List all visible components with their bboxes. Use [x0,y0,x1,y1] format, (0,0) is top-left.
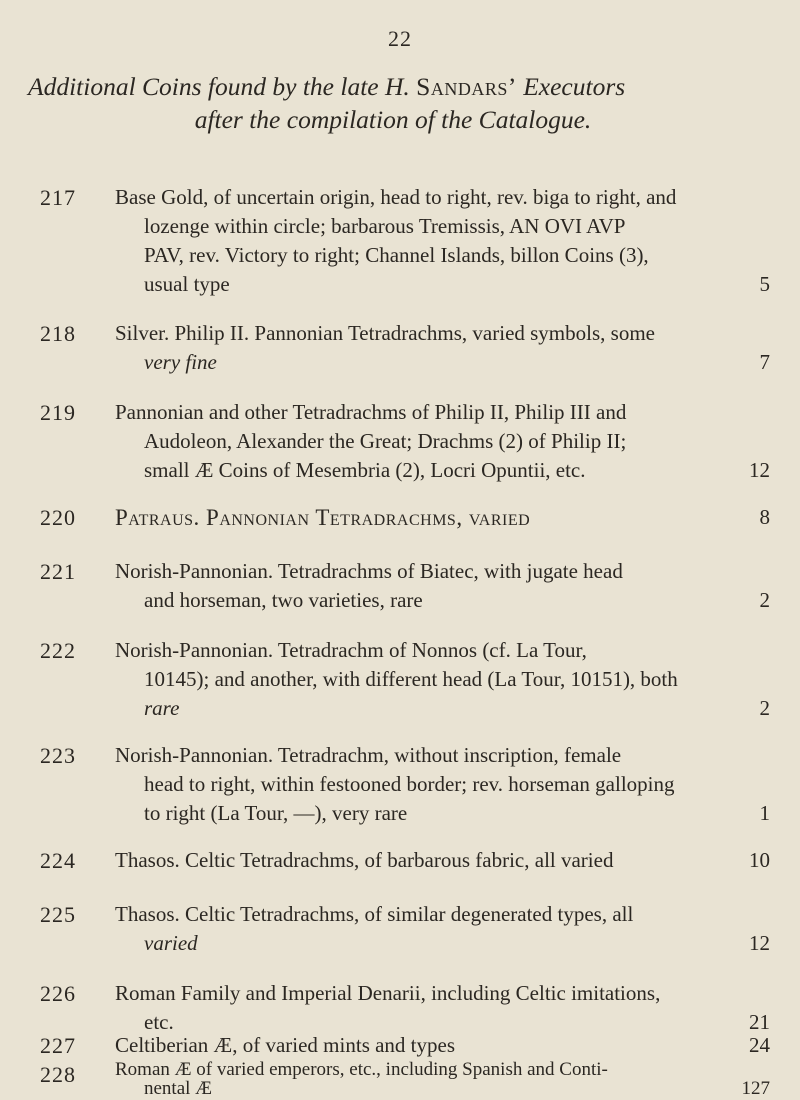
entry-text [115,900,770,958]
entry-line: Roman Family and Imperial Denarii, including Celtic imitations, [115,981,661,1005]
entry-price: 21 [749,1010,770,1034]
entry-price: 2 [759,696,770,720]
entry-line-last: etc. 21 [115,1008,770,1037]
entry-line: Norish-Pannonian. Tetradrachms of Biatec, with jugate head [115,559,623,583]
entry-text [115,636,770,723]
entry-price: 12 [749,458,770,482]
heading-prefix: Additional Coins found by the late H. [28,72,410,101]
heading-line-2: after the compilation of the Catalogue. [194,105,592,134]
entry-text [115,979,770,1037]
entry-number: 226 [40,981,76,1006]
entry-line: PAV, rev. Victory to right; Channel Islands, billon Coins (3), [144,243,649,267]
heading-suffix: Executors [523,72,626,101]
page-number: 22 [388,26,412,51]
entry-price: 127 [741,1078,770,1099]
entry-text [115,557,770,615]
entry-text [115,319,770,377]
entry-price: 2 [759,588,770,612]
entry-line: Thasos. Celtic Tetradrachms, of similar degenerated types, all [115,902,634,926]
entry-line: lozenge within circle; barbarous Tremissis, AN OVI AVP [144,214,626,238]
entry-line-last: and horseman, two varieties, rare 2 [115,586,770,615]
entry-line-last: varied 12 [115,929,770,958]
entry-line: Base Gold, of uncertain origin, head to right, rev. biga to right, and [115,185,677,209]
entry-number: 225 [40,902,76,927]
entry-number: 222 [40,638,76,663]
entry-price: 8 [759,505,770,529]
entry-price: 1 [759,801,770,825]
entry-line: Norish-Pannonian. Tetradrachm, without inscription, female [115,743,622,767]
heading-name: Sandars’ [416,72,517,101]
entry-text [115,741,770,828]
entry-line-last: usual type 5 [115,270,770,299]
entry-number: 217 [40,185,76,210]
entry-number: 220 [40,505,76,530]
entry-number: 224 [40,848,76,873]
entry-price: 7 [759,350,770,374]
entry-line: Audoleon, Alexander the Great; Drachms (2) of Philip II; [144,429,627,453]
entry-text [115,398,770,485]
entry-number: 227 [40,1033,76,1058]
entry-line-last: Celtiberian Æ, of varied mints and types 24 [115,1031,770,1060]
entry-text [115,846,770,875]
entry-number: 219 [40,400,76,425]
entry-line-last: to right (La Tour, —), very rare 1 [115,799,770,828]
entry-number: 218 [40,321,76,346]
entry-line-last: small Æ Coins of Mesembria (2), Locri Opuntii, etc. 12 [115,456,770,485]
entry-line: Roman Æ of varied emperors, etc., including Spanish and Conti- [115,1059,608,1080]
entry-number: 221 [40,559,76,584]
entry-price: 10 [749,848,770,872]
entry-price: 12 [749,931,770,955]
entry-line: Norish-Pannonian. Tetradrachm of Nonnos (cf. La Tour, [115,638,587,662]
entry-line: 10145); and another, with different head (La Tour, 10151), both [144,667,678,691]
entry-text [115,1031,770,1060]
entry-text [115,1060,770,1098]
entry-price: 5 [759,272,770,296]
page-heading [28,70,788,136]
entry-text [115,503,770,533]
entry-line-last: rare 2 [115,694,770,723]
entry-line-last: very fine 7 [115,348,770,377]
entry-line: Pannonian and other Tetradrachms of Philip II, Philip III and [115,400,627,424]
entry-line-last: Thasos. Celtic Tetradrachms, of barbarous fabric, all varied 10 [115,846,770,875]
entry-text [115,183,770,299]
entry-line: head to right, within festooned border; rev. horseman galloping [144,772,675,796]
entry-price: 24 [749,1033,770,1057]
entry-line-last: Patraus. Pannonian Tetradrachms, varied 8 [115,505,770,530]
entry-number: 223 [40,743,76,768]
heading-line-1 [28,70,788,103]
entry-line-last: nental Æ 127 [144,1078,770,1099]
entry-number: 228 [40,1062,76,1087]
entry-line: Silver. Philip II. Pannonian Tetradrachms, varied symbols, some [115,321,655,345]
